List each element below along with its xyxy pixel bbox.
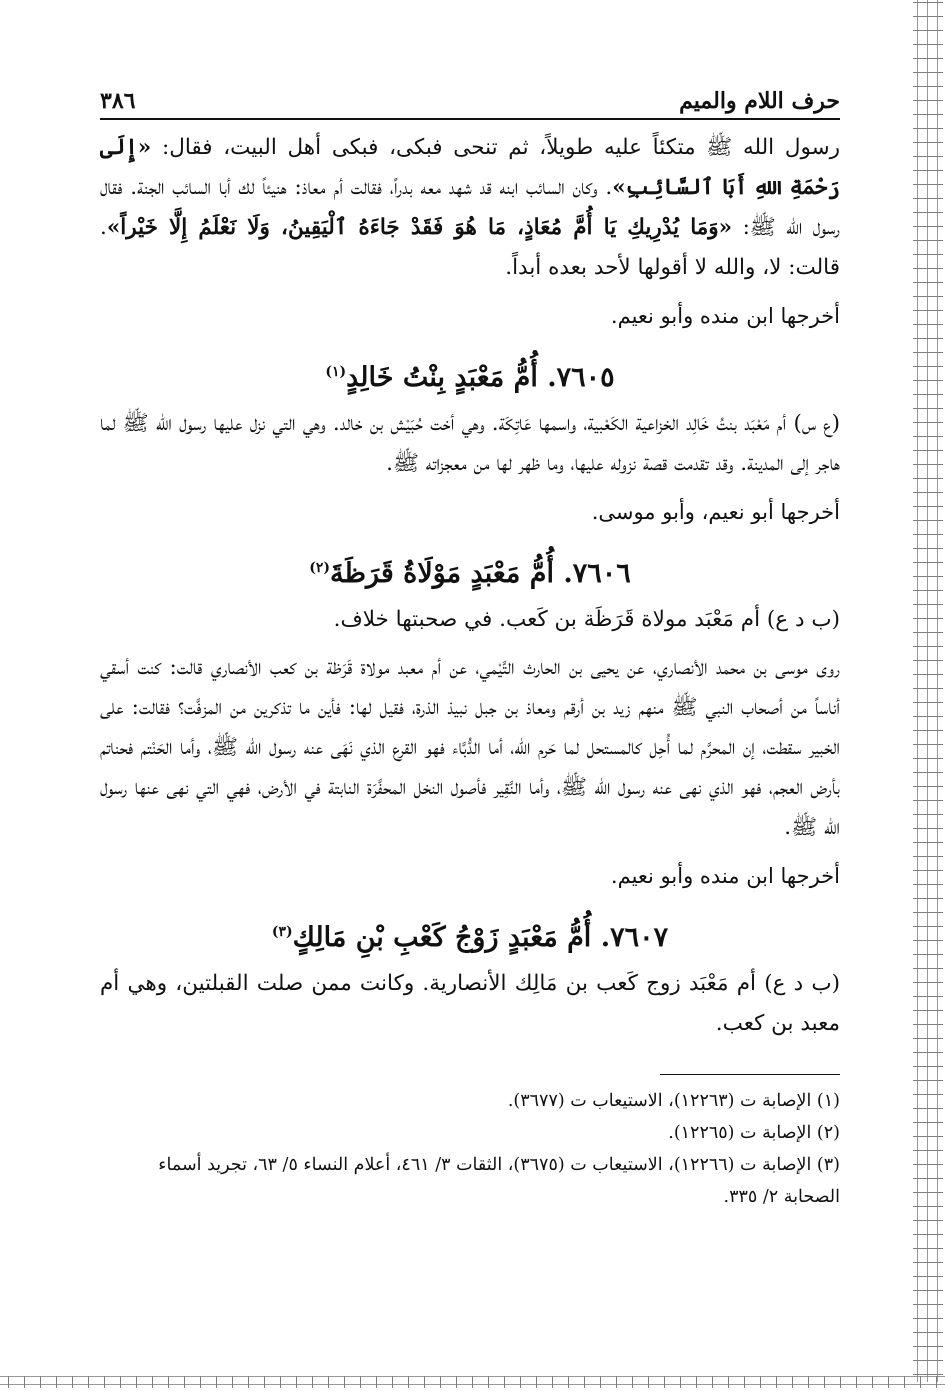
entry-title-7606	[100, 546, 840, 596]
entry-source-7605: أخرجها أبو نعيم، وأبو موسى.	[591, 500, 840, 524]
intro-paragraph	[100, 128, 840, 288]
entry-body-7606: (ب د ع) أم مَعْبَد مولاة قَرَظَة بن كَعب. في صحبتها خلاف.	[333, 607, 840, 632]
entry-title-7605	[100, 350, 840, 400]
entry-title-text: ٧٦٠٧. أُمُّ مَعْبَدٍ زَوْجُ كَعْبِ بْنِ مَالِكٍ	[292, 922, 669, 953]
entry-body-7607: (ب د ع) أم مَعْبَد زوج كَعب بن مَالِك الأنصارية. وكانت ممن صلت القبلتين، وهي أم معبد بن كعب.	[100, 971, 840, 1036]
entry-source-7606: أخرجها ابن منده وأبو نعيم.	[610, 864, 840, 888]
intro-source: أخرجها ابن منده وأبو نعيم.	[610, 304, 840, 328]
intro-quote-2: «وَمَا يُدْرِيكِ يَا أُمَّ مُعَاذٍ، مَا هُوَ فَقَدْ جَاءَهُ ٱلْيَقِينُ، وَلَا نَعْلَمُ إِلَّا خَيْراً»	[106, 215, 733, 240]
intro-text-end: . قالت: لا، والله لا أقولها لأحد بعده أبداً.	[100, 215, 840, 280]
footnote-3: (٣) الإصابة ت (١٢٢٦٦)، الاستيعاب ت (٣٦٧٥)، الثقات ٣/ ٤٦١، أعلام النساء ٥/ ٦٣، تجريد أسماء الصحابة ٢/ ٣٣٥.	[158, 1155, 840, 1207]
entry-body2-7606: روى موسى بن محمد الأنصاري، عن يحيى بن الحارث التَّيْمي، عن أم معبد مولاة قَرَظة بن كعب الأنصاري قالت: كنت أسقي أناساً من أصحاب النبي ﷺ منهم زيد بن أرقم ومعاذ بن جبل نبيذ الذرة، فقيل لها: فأين ما تذكرين من المزفَّت؟ فقالت: على الخبير سقطت، إن المحرَّم لما أُحِل كالمستحل لما حَرم الله، أما الدُّبَّاء فهو القرع الذي نَهَى عنه رسول الله ﷺ، وأما الحَنْتم فحناتم بأرض العجم، فهو الذي نهى عنه رسول الله ﷺ، وأما النَّقِير فأصول النخل المحفَّرَة النابتة في الأرض، فهي التي نهى عنها رسول الله ﷺ.	[100, 655, 840, 840]
entry-title-7607	[100, 910, 840, 960]
footnote-marker-2[interactable]: (٢)	[309, 560, 330, 576]
entry-title-text: ٧٦٠٦. أُمُّ مَعْبَدٍ مَوْلَاةُ قَرَظَةَ	[330, 558, 631, 589]
decorative-border-right	[913, 0, 943, 1382]
page-number: ٣٨٦	[100, 88, 136, 114]
running-title: حرف اللام والميم	[679, 88, 840, 114]
footnote-divider	[660, 1074, 840, 1075]
page-content	[100, 80, 840, 1213]
entry-body-7605: (ع س) أم مَعْبَد بنتُ خَالِد الخزاعية الكَعْبية، واسمها عَاتِكَة. وهي أخت حُبَيْش بن خالد. وهي التي نزل عليها رسول الله ﷺ لما هاجر إلى المدينة. وقد تقدمت قصة نزوله عليها، وما ظهر لها من معجزاته ﷺ.	[100, 411, 840, 476]
page-header	[100, 80, 840, 120]
footnote-2: (٢) الإصابة ت (١٢٢٦٥).	[668, 1123, 840, 1143]
intro-text-start: رسول الله ﷺ متكئاً عليه طويلاً، ثم تنحى فبكى، فبكى أهل البيت، فقال:	[151, 135, 840, 160]
decorative-border-bottom	[0, 1376, 945, 1388]
entry-title-text: ٧٦٠٥. أُمُّ مَعْبَدٍ بِنْتُ خَالِدٍ	[346, 362, 615, 393]
footnote-1: (١) الإصابة ت (١٢٢٦٣)، الاستيعاب ت (٣٦٧٧).	[507, 1091, 840, 1111]
footnote-marker-1[interactable]: (١)	[325, 364, 347, 380]
intro-quote-1: «إِلَى رَحْمَةِ اللهِ أَبَا ٱلسَّائِبِ»	[100, 135, 840, 200]
footnote-marker-3[interactable]: (٣)	[271, 924, 293, 940]
intro-text-mid: . وكان السائب ابنه قد شهد معه بدراً، فقالت أم معاذ: هنيئاً لك أبا السائب الجنة. فقال رسول الله ﷺ:	[100, 175, 840, 240]
